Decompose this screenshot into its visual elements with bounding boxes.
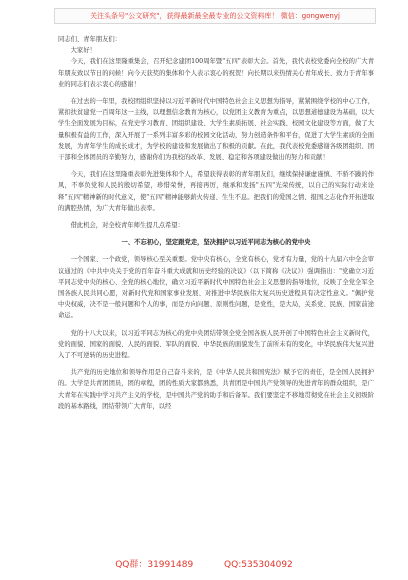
paragraph-new-era: 党的十八大以来，以习近平同志为核心的党中央团结带领全党全国各族人民开创了中国特色社会主义新时代，党的面貌、国家的面貌、人民的面貌、军队的面貌、中华民族的面貌发生了前所未有的变化，中华民族伟大复兴进入了不可逆转的历史进程。 bbox=[58, 329, 374, 360]
promo-notice: 关注头条号"公文研究"，获得最新最全最专业的公文资料库！ bbox=[90, 12, 279, 20]
paragraph-review: 在过去的一年里，我校团组织坚持以习近平新时代中国特色社会主义思想为指导，紧紧围绕学校的中心工作，紧扣扶贫建党一百周年这一主线，以理想信念教育为核心，以党团主义教育为重点，以思想道德建设为基础，以大学生全面发展为目标，在党史学习教育、团组织建设、大学生素质拓展、社会实践、校园文化建设等方面，做了大量积极有益的工作，深入开展了一系列丰富多彩的校园文化活动，努力创造条件和平台，促进了大学生素质的全面发展，为青年学生的成长成才，为学校的建设和发展做出了积极的贡献。在此，我代表校党委感谢各级团组织、团干部和全体团员的辛勤努力，感谢你们为我校的改革、发展、稳定和各项建设做出的努力和贡献！ bbox=[58, 98, 374, 162]
contact-footer bbox=[0, 558, 408, 572]
greeting: 大家好！ bbox=[70, 47, 96, 55]
document-body bbox=[58, 34, 374, 412]
paragraph-party-role: 共产党的历史地位和领导作用是自己奋斗来的，是《中华人民共和国宪法》赋予它的责任，是全国人民拥护的。大学是共青团团员，团的章程，团的性质大家都熟悉，共青团是中国共产党领导的先进青年的群众组织，是广大青年在实践中学习共产主义的学校，是中国共产党的助手和后备军。我们要坚定不移地贯彻党在社会主义初级阶段的基本路线，团结带领广大青年，以经 bbox=[58, 369, 374, 410]
paragraph-opening: 今天，我们在这里隆重集会，召开纪念建团100周年暨"五四"表彰大会。首先，我代表校党委向全校的广大青年朋友致以节日的问候！向今天获奖的集体和个人表示衷心的祝贺！向长期以来热情关心青年成长、致力于青年事业的同志们表示衷心的感谢！ bbox=[58, 58, 374, 88]
promo-banner bbox=[54, 8, 376, 24]
section-heading-1: 一、不忘初心，坚定跟党走，坚决拥护以习近平同志为核心的党中央 bbox=[121, 239, 311, 247]
paragraph-core-leadership: 一个国家、一个政党，领导核心至关重要。党中央有核心，全党有核心，党才有力量，党的十九届六中全会审议通过的《中共中央关于党的百年奋斗重大成就和历史经验的决议》（以下简称《决议》）强调指出："党确立习近平同志党中央的核心、全党的核心地位，确立习近平新时代中国特色社会主义思想的指导地位，反映了全党全军全国各族人民共同心愿，对新时代党和国家事业发展、对推进中华民族伟大复兴历史进程具有决定性意义。"佩护党中央权威，决不是一般问题和个人的事，而是方向问题、原则性问题，是党性，是大局，关系党、民族、国家前途命运。 bbox=[58, 256, 374, 320]
paragraph-hopes-intro: 借此机会，对全校青年师生提几点希望： bbox=[70, 222, 184, 230]
paragraph-commendation: 今天，我们在这里隆重表彰先进集体和个人，希望获得表彰的青年朋友们，继续保持谦虚谨慎、不骄不躁的作风，不辜负党和人民的殷切希望，珍惜荣誉，再接再厉，继承和发扬"五四"光荣传统，以自己的实际行动来诠释"五四"精神新的时代意义，使"五四"精神能够薪火传递、生生不息。把我们的爱国之情、报国之志化作开拓进取的满腔热情，为广大青年做出表率。 bbox=[58, 171, 374, 212]
promo-wechat: 微信：gongwenyj bbox=[280, 12, 340, 20]
salutation: 同志们、青年朋友们： bbox=[58, 36, 121, 43]
qq-group: QQ群：31991489 bbox=[115, 560, 194, 570]
qq-number: QQ:535304092 bbox=[224, 560, 293, 570]
